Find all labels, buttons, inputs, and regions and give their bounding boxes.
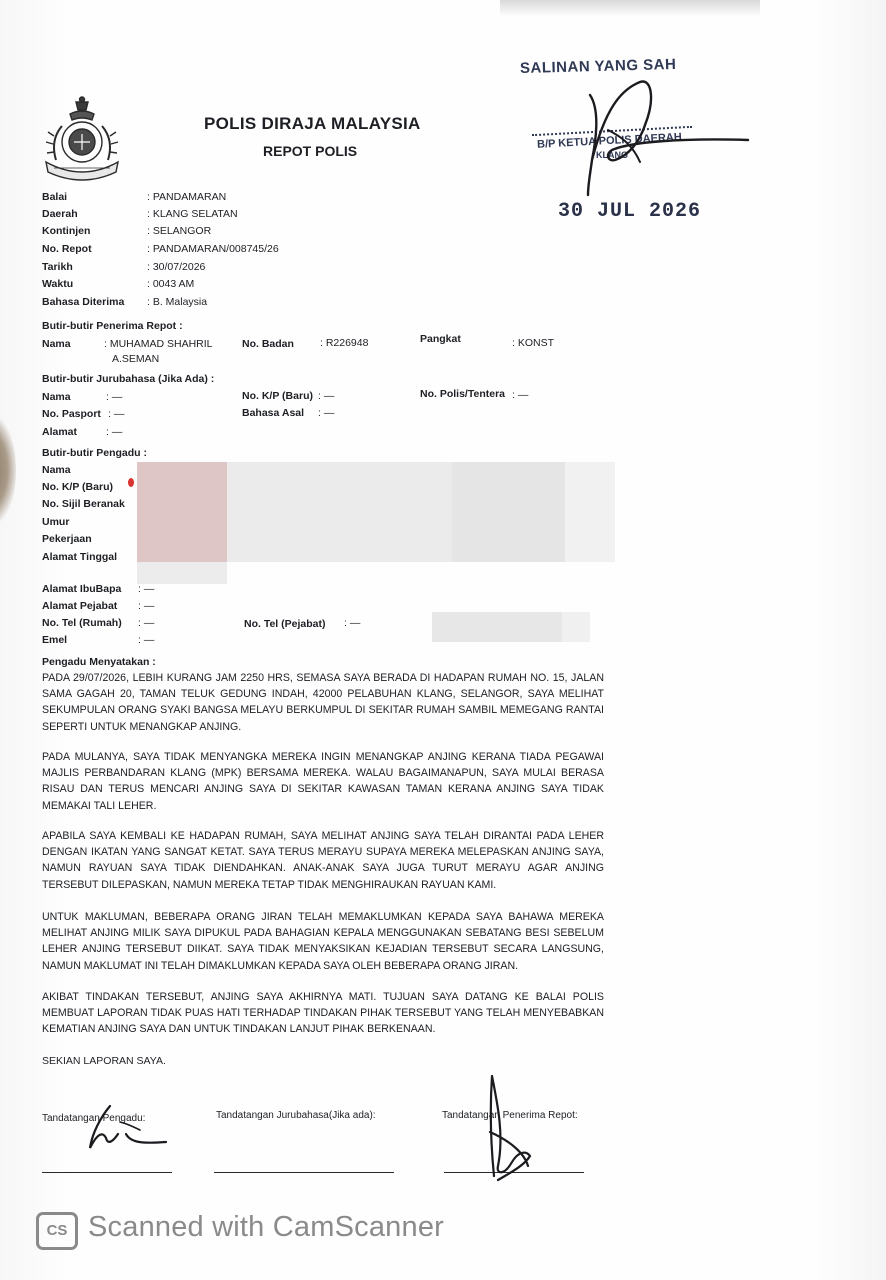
email-value: : — [138,634,155,646]
red-mark [128,478,134,487]
interpreter-signature-line [214,1172,394,1173]
report-info-value: : B. Malaysia [147,296,208,308]
interpreter-language-value: : — [318,407,335,419]
certified-copy-stamp: SALINAN YANG SAH [519,55,677,78]
redaction-block [137,562,227,584]
interpreter-kp-label: No. K/P (Baru) [242,390,313,402]
report-info-label: Waktu [42,278,74,290]
office-tel-value: : — [344,617,361,629]
office-tel-label: No. Tel (Pejabat) [244,618,326,630]
report-info-value: : 30/07/2026 [147,261,206,273]
camscanner-watermark [34,1210,494,1250]
redaction-block [432,612,562,642]
parent-address-label: Alamat IbuBapa [42,583,122,595]
statement-heading: Pengadu Menyatakan : [42,656,156,668]
redaction-block [452,462,565,562]
complainant-field-label: Pekerjaan [42,533,92,545]
report-info-label: Tarikh [42,261,73,273]
receiver-heading: Butir-butir Penerima Repot : [42,320,183,332]
police-crest-icon [40,96,124,188]
interpreter-language-label: Bahasa Asal [242,407,305,419]
badge-number-value: : R226948 [320,337,369,349]
interpreter-address-value: : — [106,426,123,438]
office-address-label: Alamat Pejabat [42,600,118,612]
stamp-district: KLANG [596,150,628,160]
report-info-value: : PANDAMARAN/008745/26 [147,243,279,255]
interpreter-signature-label: Tandatangan Jurubahasa(Jika ada): [216,1110,376,1121]
complainant-field-label: Umur [42,516,70,528]
interpreter-passport-label: No. Pasport [42,408,101,420]
complainant-field-label: No. K/P (Baru) [42,481,113,493]
watermark-text: Scanned with CamScanner [88,1211,445,1243]
interpreter-name-label: Nama [42,391,71,403]
rank-value: : KONST [512,337,555,349]
receiver-signature [468,1066,548,1186]
report-info-value: : KLANG SELATAN [147,208,238,220]
receiver-name-value-2: A.SEMAN [112,353,160,365]
report-info-label: No. Repot [42,243,92,255]
statement-paragraph-3: APABILA SAYA KEMBALI KE HADAPAN RUMAH, SAYA MELIHAT ANJING SAYA TELAH DIRANTAI PADA LEHER DENGAN IKATAN YANG SANGAT KETAT. SAYA TERUS MERAYU SUPAYA MEREKA MELEPASKAN ANJING SAYA, NAMUN RAYUAN SAYA TIDAK DIENDAHKAN. ANAK-ANAK SAYA JUGA TURUT MERAYU AGAR ANJING TERSEBUT DILEPASKAN, NAMUN MEREKA TETAP TIDAK MENGHIRAUKAN RAYUAN KAMI. [42,830,604,891]
redaction-block [562,612,590,642]
report-info-label: Daerah [42,208,78,220]
redaction-block [565,462,615,562]
receiver-name-label: Nama [42,338,71,350]
interpreter-name-value: : — [106,391,123,403]
badge-number-label: No. Badan [242,338,294,350]
report-info-label: Balai [42,191,68,203]
interpreter-passport-value: : — [108,408,125,420]
interpreter-police-value: : — [512,389,529,401]
complainant-signature [70,1098,180,1158]
paper-fold [500,0,760,16]
report-info-value: : 0043 AM [147,278,195,290]
redaction-block [227,462,452,562]
report-info-value: : SELANGOR [147,225,212,237]
interpreter-address-label: Alamat [42,426,78,438]
report-info-label: Kontinjen [42,225,91,237]
statement-paragraph-5: AKIBAT TINDAKAN TERSEBUT, ANJING SAYA AKHIRNYA MATI. TUJUAN SAYA DATANG KE BALAI POLIS MEMBUAT LAPORAN TIDAK PUAS HATI TERHADAP TINDAKAN PIHAK TERSEBUT YANG TELAH MENYEBABKAN KEMATIAN ANJING SAYA DAN UNTUK TINDAKAN LANJUT PIHAK BERKENAAN. [42,991,604,1036]
interpreter-police-label: No. Polis/Tentera [420,388,505,400]
complainant-field-label: Alamat Tinggal [42,551,118,563]
interpreter-kp-value: : — [318,390,335,402]
home-tel-label: No. Tel (Rumah) [42,617,122,629]
complainant-field-label: Nama [42,464,71,476]
stamp-date: 30 JUL 2026 [558,200,702,223]
office-address-value: : — [138,600,155,612]
email-label: Emel [42,634,68,646]
document-title: POLIS DIRAJA MALAYSIA [204,114,421,133]
complainant-signature-line [42,1172,172,1173]
statement-paragraph-1: PADA 29/07/2026, LEBIH KURANG JAM 2250 HRS, SEMASA SAYA BERADA DI HADAPAN RUMAH NO. 15, JALAN SAMA GAGAH 20, TAMAN TELUK GEDUNG INDAH, 42000 PELABUHAN KLANG, SELANGOR, SAYA MELIHAT SEKUMPULAN ORANG SYAKI BANGSA MELAYU BERKUMPUL DI SEKITAR RUMAH SAMBIL MEMEGANG RANTAI SEPERTI UNTUK MENANGKAP ANJING. [42,672,604,733]
report-info-label: Bahasa Diterima [42,296,125,308]
receiver-name-value: : MUHAMAD SHAHRIL [104,338,213,350]
complainant-heading: Butir-butir Pengadu : [42,447,147,459]
document-subtitle: REPOT POLIS [263,143,358,159]
camscanner-logo-icon: CS [36,1212,78,1250]
statement-closing: SEKIAN LAPORAN SAYA. [42,1055,166,1067]
home-tel-value: : — [138,617,155,629]
complainant-field-label: No. Sijil Beranak [42,498,125,510]
rank-label: Pangkat [420,333,461,345]
stamp-officer-title: B/P KETUA POLIS DAERAH [536,131,683,151]
report-info-value: : PANDAMARAN [147,191,227,203]
statement-paragraph-4: UNTUK MAKLUMAN, BEBERAPA ORANG JIRAN TELAH MEMAKLUMKAN KEPADA SAYA BAHAWA MEREKA MELIHAT ANJING MILIK SAYA DIPUKUL PADA BAHAGIAN KEPALA MENGGUNAKAN SEBATANG BESI SEBELUM LEHER ANJING TERSEBUT DIIKAT. SAYA TIDAK MENYAKSIKAN KEJADIAN TERSEBUT SECARA LANGSUNG, NAMUN MAKLUMAT INI TELAH DIMAKLUMKAN KEPADA SAYA OLEH BEBERAPA ORANG JIRAN. [42,911,604,972]
complainant-signature-label: Tandatangan Pengadu: [42,1113,146,1124]
redaction-block [137,462,227,562]
interpreter-heading: Butir-butir Jurubahasa (Jika Ada) : [42,373,215,385]
statement-paragraph-2: PADA MULANYA, SAYA TIDAK MENYANGKA MEREKA INGIN MENANGKAP ANJING KERANA TIADA PEGAWAI MAJLIS PERBANDARAN KLANG (MPK) BERSAMA MEREKA. WALAU BAGAIMANAPUN, SAYA MULAI BERASA RISAU DAN TERUS MENCARI ANJING SAYA DI SEKITAR KAWASAN TAMAN KERANA ANJING SAYA TIDAK MEMAKAI TALI LEHER. [42,751,604,812]
receiver-signature-label: Tandatangan Penerima Repot: [442,1110,578,1121]
finger-shadow [0,410,16,530]
stamp-signature [560,70,760,200]
parent-address-value: : — [138,583,155,595]
